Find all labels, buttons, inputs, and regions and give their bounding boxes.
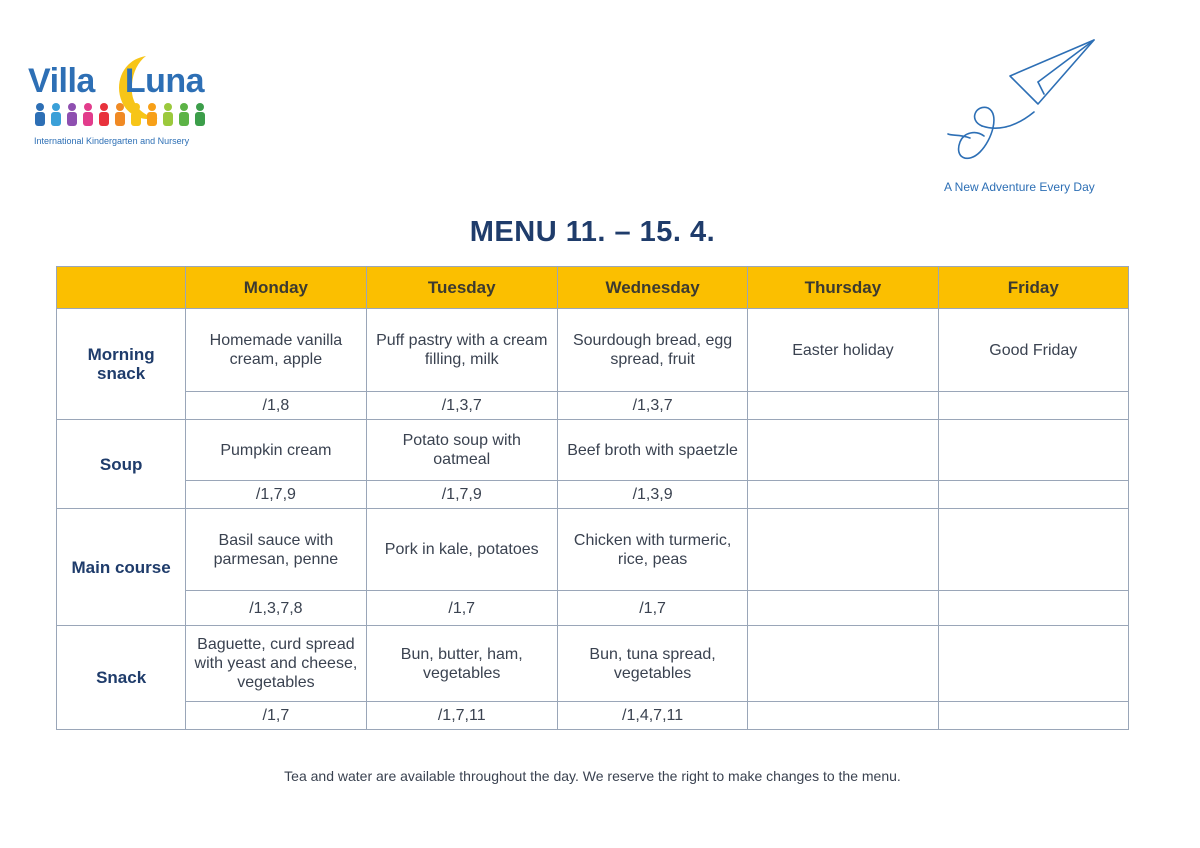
allergen-cell: /1,7,9	[186, 481, 366, 509]
allergen-cell: /1,3,7,8	[186, 591, 366, 626]
day-thursday: Thursday	[748, 267, 938, 309]
allergen-cell	[748, 392, 938, 420]
allergen-row	[57, 392, 1129, 420]
dish-cell	[748, 626, 938, 702]
dish-cell: Bun, tuna spread, vegetables	[557, 626, 747, 702]
dish-cell: Chicken with turmeric, rice, peas	[557, 509, 747, 591]
allergen-cell	[938, 392, 1128, 420]
page-title: MENU 11. – 15. 4.	[469, 216, 716, 248]
meal-label: Morning snack	[57, 309, 186, 420]
allergen-row	[57, 591, 1129, 626]
allergen-cell: /1,3,7	[557, 392, 747, 420]
allergen-cell: /1,7	[186, 702, 366, 730]
dish-cell	[938, 626, 1128, 702]
children-figures-icon	[32, 102, 208, 128]
dish-cell	[748, 420, 938, 481]
allergen-cell: /1,3,9	[557, 481, 747, 509]
meal-label: Main course	[57, 509, 186, 626]
allergen-cell: /1,7,9	[366, 481, 557, 509]
allergen-cell	[748, 591, 938, 626]
allergen-cell: /1,7,11	[366, 702, 557, 730]
dish-cell: Pumpkin cream	[186, 420, 366, 481]
dish-cell: Baguette, curd spread with yeast and cheese, vegetables	[186, 626, 366, 702]
allergen-cell: /1,7	[557, 591, 747, 626]
paper-plane-icon	[940, 34, 1110, 174]
corner-cell	[57, 267, 186, 309]
allergen-cell: /1,3,7	[366, 392, 557, 420]
allergen-cell	[938, 702, 1128, 730]
allergen-cell	[748, 702, 938, 730]
dish-cell: Potato soup with oatmeal	[366, 420, 557, 481]
table-row	[57, 509, 1129, 591]
allergen-cell	[938, 591, 1128, 626]
meal-label: Snack	[57, 626, 186, 730]
day-monday: Monday	[186, 267, 366, 309]
table-header-row	[57, 267, 1129, 309]
brand-luna: Luna	[124, 62, 205, 100]
weekly-menu-table	[56, 266, 1129, 730]
table-row	[57, 626, 1129, 702]
dish-cell: Easter holiday	[748, 309, 938, 392]
dish-cell: Good Friday	[938, 309, 1128, 392]
day-friday: Friday	[938, 267, 1128, 309]
dish-cell: Pork in kale, potatoes	[366, 509, 557, 591]
dish-cell: Sourdough bread, egg spread, fruit	[557, 309, 747, 392]
allergen-cell: /1,8	[186, 392, 366, 420]
dish-cell: Beef broth with spaetzle	[557, 420, 747, 481]
footer-note: Tea and water are available throughout the day. We reserve the right to make changes to the menu.	[284, 768, 901, 784]
brand-villa: Villa	[28, 62, 95, 100]
table-row	[57, 420, 1129, 481]
day-wednesday: Wednesday	[557, 267, 747, 309]
meal-label: Soup	[57, 420, 186, 509]
dish-cell	[938, 420, 1128, 481]
slogan: A New Adventure Every Day	[944, 180, 1095, 194]
dish-cell: Basil sauce with parmesan, penne	[186, 509, 366, 591]
dish-cell: Bun, butter, ham, vegetables	[366, 626, 557, 702]
dish-cell	[938, 509, 1128, 591]
allergen-cell: /1,7	[366, 591, 557, 626]
allergen-cell	[938, 481, 1128, 509]
dish-cell	[748, 509, 938, 591]
table-row	[57, 309, 1129, 392]
allergen-cell	[748, 481, 938, 509]
logo-subtitle: International Kindergarten and Nursery	[34, 136, 190, 146]
allergen-row	[57, 481, 1129, 509]
day-tuesday: Tuesday	[366, 267, 557, 309]
dish-cell: Puff pastry with a cream filling, milk	[366, 309, 557, 392]
dish-cell: Homemade vanilla cream, apple	[186, 309, 366, 392]
allergen-row	[57, 702, 1129, 730]
brand-name	[28, 62, 204, 101]
villa-luna-logo	[28, 52, 218, 152]
allergen-cell: /1,4,7,11	[557, 702, 747, 730]
